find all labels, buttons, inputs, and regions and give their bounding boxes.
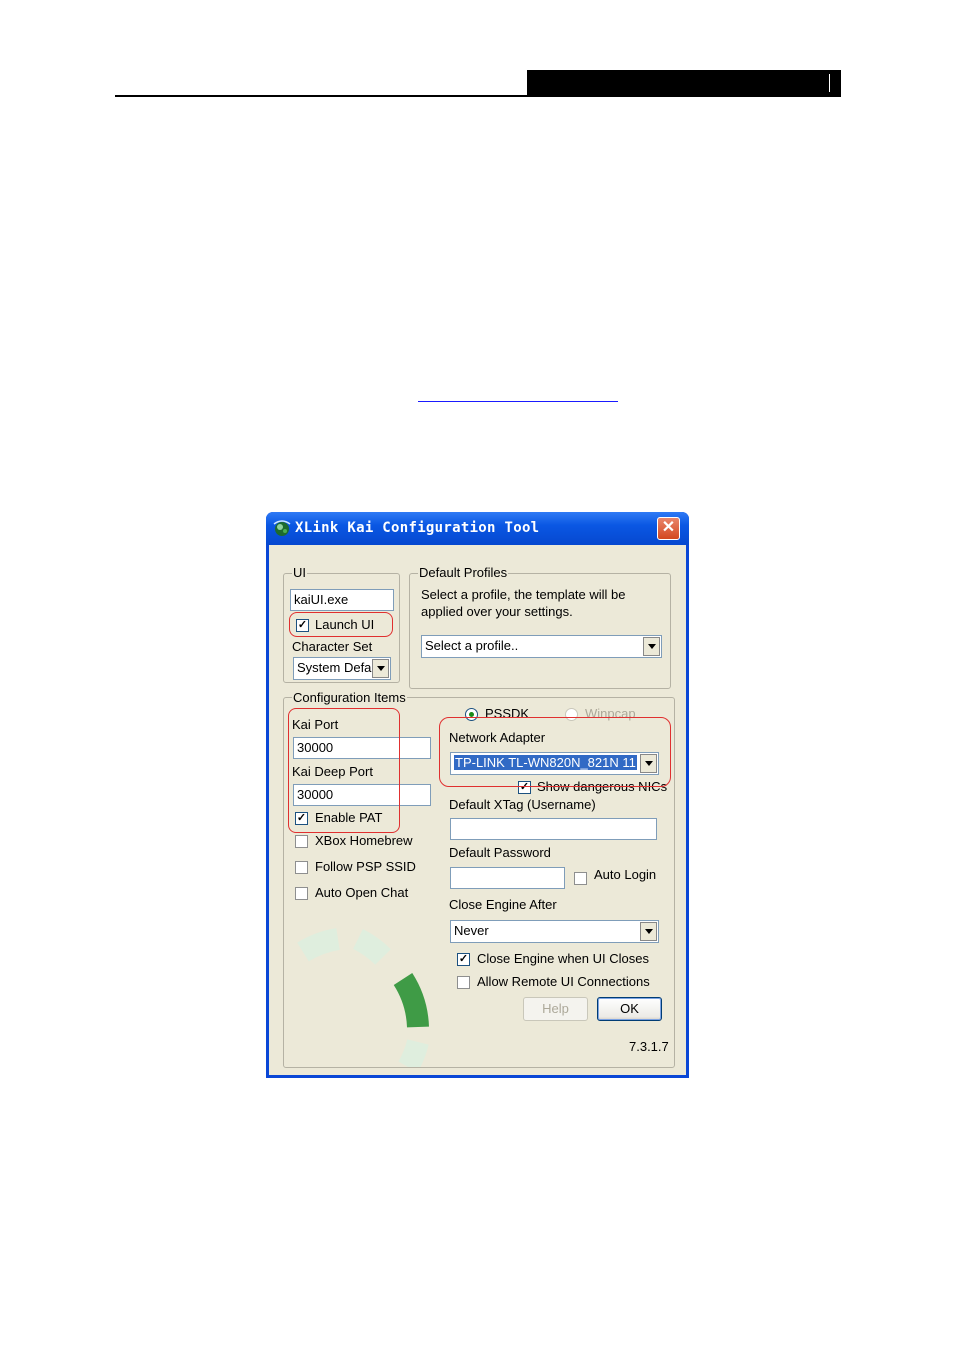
show-dangerous-checkbox[interactable]: ✓ — [519, 781, 530, 793]
kai-deep-port-input[interactable]: 30000 — [293, 784, 431, 806]
window-title: XLink Kai Configuration Tool — [295, 520, 540, 536]
ok-button[interactable]: OK — [597, 997, 662, 1021]
charset-select[interactable] — [293, 657, 391, 680]
version-label: 7.3.1.7 — [629, 1039, 669, 1054]
auto-open-chat-label: Auto Open Chat — [315, 885, 409, 900]
auto-login-checkbox[interactable] — [574, 872, 587, 885]
winpcap-label: Winpcap — [585, 706, 636, 721]
close-when-ui-checkbox[interactable]: ✓ — [458, 953, 469, 965]
kai-port-label: Kai Port — [292, 717, 339, 732]
chevron-down-icon[interactable] — [640, 922, 657, 941]
show-dangerous-label: Show dangerous NICs — [537, 779, 668, 794]
profiles-description-line1: Select a profile, the template will be — [421, 587, 626, 602]
profile-select[interactable] — [421, 635, 662, 658]
page-link-underline[interactable] — [418, 401, 618, 402]
follow-psp-checkbox[interactable] — [295, 861, 308, 874]
page-header-bar — [527, 70, 841, 97]
config-group-legend: Configuration Items — [293, 690, 406, 705]
close-engine-select[interactable] — [450, 920, 659, 943]
launch-ui-label: Launch UI — [315, 617, 375, 632]
auto-login-label: Auto Login — [594, 867, 657, 882]
xbox-homebrew-checkbox[interactable] — [295, 835, 308, 848]
enable-pat-label: Enable PAT — [315, 810, 383, 825]
close-icon[interactable]: ✕ — [657, 517, 680, 540]
network-adapter-highlight — [439, 717, 671, 787]
close-engine-label: Close Engine After — [449, 897, 557, 912]
auto-open-chat-checkbox[interactable] — [295, 887, 308, 900]
launch-ui-highlight — [289, 612, 393, 637]
page-header-tick — [829, 74, 830, 92]
xbox-homebrew-label: XBox Homebrew — [315, 833, 413, 848]
network-adapter-label: Network Adapter — [449, 730, 546, 745]
ui-exe-input[interactable]: kaiUI.exe — [290, 589, 394, 611]
charset-label: Character Set — [292, 639, 373, 654]
xtag-label: Default XTag (Username) — [449, 797, 596, 812]
kai-ring-logo-icon — [283, 917, 433, 1067]
pssdk-label: PSSDK — [485, 706, 530, 721]
enable-pat-checkbox[interactable]: ✓ — [296, 812, 307, 824]
charset-value: System Defa — [297, 660, 372, 675]
xtag-input[interactable] — [450, 818, 657, 840]
globe-icon — [272, 518, 292, 538]
close-engine-value: Never — [454, 923, 489, 938]
kai-port-input[interactable]: 30000 — [293, 737, 431, 759]
close-when-ui-label: Close Engine when UI Closes — [477, 951, 649, 966]
help-button[interactable]: Help — [523, 997, 588, 1021]
allow-remote-checkbox[interactable] — [457, 976, 470, 989]
page-header-rule — [115, 95, 841, 97]
profile-select-value: Select a profile.. — [425, 638, 519, 653]
launch-ui-checkbox[interactable]: ✓ — [297, 619, 308, 631]
profiles-description-line2: applied over your settings. — [421, 604, 573, 619]
allow-remote-label: Allow Remote UI Connections — [477, 974, 650, 989]
network-adapter-value: TP-LINK TL-WN820N_821N 11 — [455, 755, 636, 770]
chevron-down-icon[interactable] — [643, 637, 660, 656]
ui-group-legend: UI — [293, 565, 306, 580]
password-input[interactable] — [450, 867, 565, 889]
ports-highlight — [288, 708, 400, 833]
kai-deep-port-label: Kai Deep Port — [292, 764, 373, 779]
password-label: Default Password — [449, 845, 551, 860]
profiles-group-legend: Default Profiles — [419, 565, 508, 580]
config-window — [266, 512, 689, 1078]
follow-psp-label: Follow PSP SSID — [315, 859, 416, 874]
chevron-down-icon[interactable] — [372, 659, 389, 678]
title-bar[interactable] — [266, 512, 689, 545]
window-client-area — [269, 545, 686, 1075]
